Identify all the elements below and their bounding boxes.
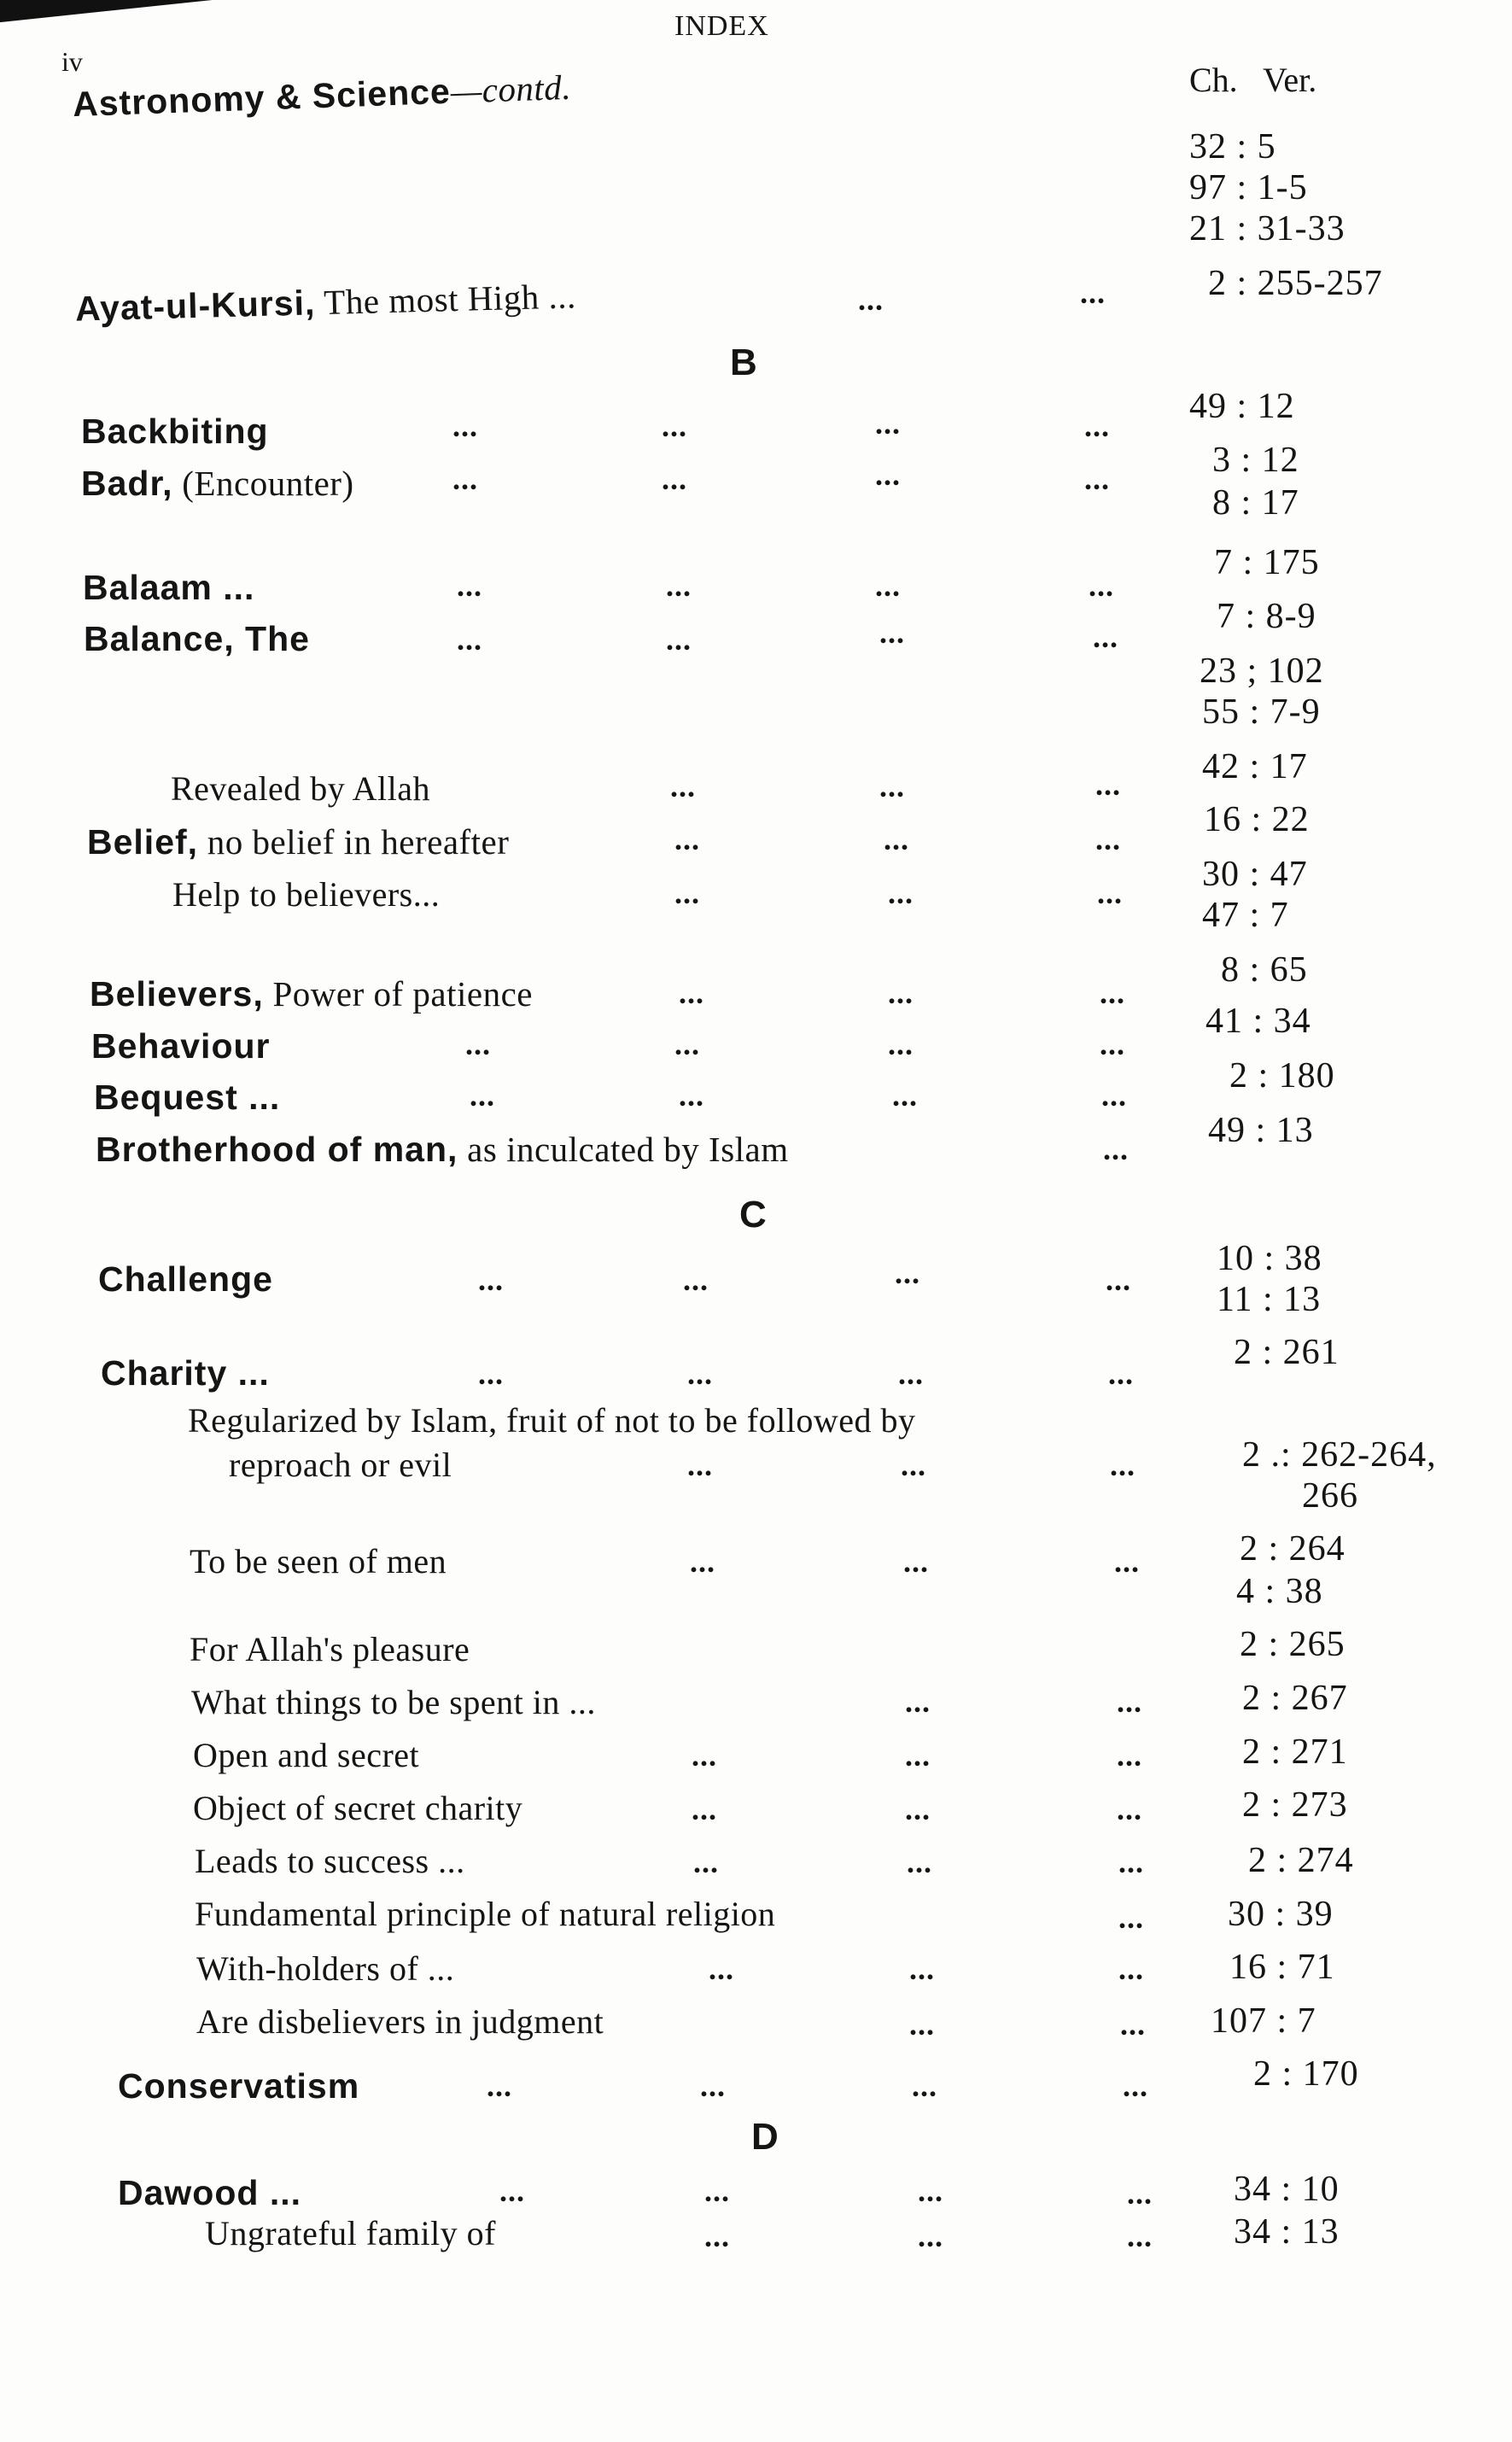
leader-dots: ...: [875, 569, 901, 603]
page-title: INDEX: [674, 10, 769, 42]
entry-subterm: For Allah's pleasure: [190, 1630, 470, 1668]
leader-dots: ...: [709, 1952, 734, 1986]
entry-term: [90, 973, 533, 1014]
reference: 2 : 274: [1248, 1841, 1354, 1880]
leader-dots: ...: [692, 1738, 717, 1773]
entry-term: [72, 67, 571, 125]
entry-subterm-continued: reproach or evil: [229, 1446, 452, 1484]
entry-subterm: What things to be spent in ...: [191, 1683, 596, 1721]
entry-term: Bequest ...: [94, 1078, 281, 1117]
term-text: Badr,: [81, 464, 173, 503]
leader-dots: ...: [1100, 976, 1125, 1010]
leader-dots: ...: [1117, 1685, 1142, 1719]
leader-dots: ...: [858, 283, 884, 317]
reference: 97 : 1-5: [1189, 168, 1308, 207]
entry-term: Challenge: [98, 1259, 273, 1299]
reference: 16 : 22: [1204, 800, 1310, 839]
reference: 2 : 261: [1234, 1333, 1340, 1372]
reference: 41 : 34: [1206, 1002, 1311, 1041]
leader-dots: ...: [1103, 1132, 1129, 1166]
entry-term: Conservatism: [118, 2066, 360, 2106]
leader-dots: ...: [704, 2219, 730, 2253]
reference: 10 : 38: [1217, 1239, 1322, 1278]
reference: 2 : 267: [1242, 1679, 1348, 1718]
entry-term: Behaviour: [91, 1026, 271, 1066]
entry-term: Balance, The: [84, 619, 310, 658]
leader-dots: ...: [452, 409, 478, 443]
reference: 42 : 17: [1202, 747, 1308, 786]
leader-dots: ...: [457, 569, 482, 603]
reference: 8 : 17: [1212, 483, 1299, 523]
term-suffix: —contd.: [449, 67, 572, 111]
leader-dots: ...: [679, 1078, 704, 1113]
leader-dots: ...: [1123, 2069, 1148, 2103]
leader-dots: ...: [888, 876, 914, 910]
leader-dots: ...: [888, 976, 914, 1010]
reference: 30 : 47: [1202, 855, 1308, 894]
term-desc: as inculcated by Islam: [458, 1130, 789, 1169]
entry-subterm: Regularized by Islam, fruit of not to be followed by: [188, 1401, 916, 1440]
reference: 23 ; 102: [1200, 651, 1324, 691]
reference: 11 : 13: [1217, 1280, 1322, 1319]
entry-subterm: Are disbelievers in judgment: [196, 2002, 604, 2041]
leader-dots: ...: [674, 1027, 700, 1061]
entry-subterm: Revealed by Allah: [171, 769, 430, 808]
reference: 7 : 8-9: [1217, 597, 1316, 636]
leader-dots: ...: [1108, 1357, 1134, 1391]
leader-dots: ...: [662, 462, 687, 496]
leader-dots: ...: [700, 2069, 726, 2103]
leader-dots: ...: [1118, 1845, 1144, 1879]
reference: 7 : 175: [1214, 543, 1320, 582]
leader-dots: ...: [895, 1256, 920, 1290]
reference: 34 : 10: [1234, 2170, 1340, 2209]
entry-subterm: Ungrateful family of: [205, 2214, 496, 2252]
leader-dots: ...: [1114, 1545, 1140, 1579]
leader-dots: ...: [487, 2069, 512, 2103]
entry-term: [74, 275, 576, 329]
leader-dots: ...: [1117, 1738, 1142, 1773]
entry-term: Backbiting: [81, 412, 269, 451]
reference: 16 : 71: [1229, 1948, 1335, 1987]
leader-dots: ...: [674, 822, 700, 856]
leader-dots: ...: [905, 1738, 931, 1773]
entry-subterm: Open and secret: [193, 1736, 420, 1774]
leader-dots: ...: [679, 976, 704, 1010]
reference: 3 : 12: [1212, 441, 1299, 480]
leader-dots: ...: [1101, 1078, 1127, 1113]
column-header: Ch. Ver.: [1189, 61, 1317, 99]
leader-dots: ...: [478, 1357, 504, 1391]
leader-dots: ...: [875, 458, 901, 492]
leader-dots: ...: [499, 2174, 525, 2208]
leader-dots: ...: [687, 1448, 713, 1482]
leader-dots: ...: [1084, 409, 1110, 443]
entry-subterm: Object of secret charity: [193, 1789, 523, 1827]
term-desc: (Encounter): [172, 464, 354, 503]
leader-dots: ...: [1127, 2176, 1153, 2211]
entry-subterm: To be seen of men: [190, 1542, 447, 1580]
leader-dots: ...: [909, 2007, 935, 2042]
term-text: Believers,: [90, 974, 264, 1014]
term-text: Belief,: [87, 822, 199, 862]
leader-dots: ...: [1100, 1027, 1125, 1061]
term-text: Brotherhood of man,: [96, 1130, 458, 1169]
leader-dots: ...: [465, 1027, 491, 1061]
leader-dots: ...: [662, 409, 687, 443]
term-desc: Power of patience: [263, 974, 533, 1014]
reference: 32 : 5: [1189, 127, 1276, 166]
leader-dots: ...: [907, 1845, 932, 1879]
leader-dots: ...: [1110, 1448, 1135, 1482]
leader-dots: ...: [892, 1078, 918, 1113]
leader-dots: ...: [905, 1685, 931, 1719]
reference: 266: [1302, 1476, 1358, 1516]
entry-term: Dawood ...: [118, 2173, 301, 2212]
reference: 49 : 13: [1208, 1111, 1314, 1150]
section-letter-d: D: [751, 2116, 779, 2158]
leader-dots: ...: [704, 2174, 730, 2208]
leader-dots: ...: [1095, 822, 1121, 856]
leader-dots: ...: [670, 769, 696, 803]
leader-dots: ...: [674, 876, 700, 910]
leader-dots: ...: [683, 1263, 709, 1297]
term-desc: no belief in hereafter: [198, 822, 510, 862]
leader-dots: ...: [457, 622, 482, 657]
reference: 2 : 180: [1229, 1056, 1335, 1095]
reference: 2 : 271: [1242, 1732, 1348, 1772]
reference: 2 : 273: [1242, 1785, 1348, 1825]
leader-dots: ...: [884, 822, 909, 856]
reference: 49 : 12: [1189, 387, 1295, 426]
reference: 8 : 65: [1221, 950, 1308, 990]
entry-term: [96, 1129, 789, 1170]
leader-dots: ...: [1080, 276, 1106, 310]
leader-dots: ...: [1127, 2219, 1153, 2253]
leader-dots: ...: [452, 462, 478, 496]
entry-term: [81, 463, 354, 504]
leader-dots: ...: [693, 1845, 719, 1879]
leader-dots: ...: [478, 1263, 504, 1297]
leader-dots: ...: [875, 406, 901, 441]
leader-dots: ...: [888, 1027, 914, 1061]
leader-dots: ...: [1106, 1263, 1131, 1297]
reference: 47 : 7: [1202, 896, 1289, 935]
page-number: iv: [61, 46, 83, 77]
entry-subterm: Help to believers...: [172, 875, 441, 914]
leader-dots: ...: [1117, 1792, 1142, 1826]
leader-dots: ...: [903, 1545, 929, 1579]
leader-dots: ...: [912, 2069, 937, 2103]
leader-dots: ...: [470, 1078, 495, 1113]
entry-subterm: Fundamental principle of natural religion: [195, 1895, 776, 1933]
leader-dots: ...: [905, 1792, 931, 1826]
reference: 21 : 31-33: [1189, 209, 1346, 248]
reference: 4 : 38: [1236, 1572, 1323, 1611]
entry-subterm: Leads to success ...: [195, 1842, 465, 1880]
leader-dots: ...: [692, 1792, 717, 1826]
entry-term: Charity ...: [101, 1353, 270, 1393]
scan-shadow: [0, 0, 243, 26]
reference: 2 : 265: [1240, 1625, 1346, 1664]
leader-dots: ...: [1084, 462, 1110, 496]
leader-dots: ...: [909, 1952, 935, 1986]
term-text: Astronomy & Science: [72, 71, 452, 125]
entry-term: [87, 821, 509, 862]
leader-dots: ...: [1097, 876, 1123, 910]
reference: 2 : 255-257: [1208, 264, 1383, 303]
leader-dots: ...: [1120, 2007, 1146, 2042]
reference: 2 .: 262-264,: [1242, 1435, 1437, 1475]
leader-dots: ...: [879, 769, 905, 803]
reference: 2 : 264: [1240, 1529, 1346, 1569]
leader-dots: ...: [901, 1448, 926, 1482]
reference: 34 : 13: [1234, 2212, 1340, 2252]
term-desc: The most High ...: [314, 276, 577, 323]
leader-dots: ...: [1118, 1952, 1144, 1986]
entry-term: Balaam ...: [83, 568, 255, 607]
leader-dots: ...: [1089, 569, 1114, 603]
leader-dots: ...: [1095, 768, 1121, 802]
reference: 55 : 7-9: [1202, 692, 1321, 732]
leader-dots: ...: [879, 616, 905, 650]
section-letter-b: B: [730, 342, 757, 383]
leader-dots: ...: [1093, 620, 1118, 654]
leader-dots: ...: [687, 1357, 713, 1391]
leader-dots: ...: [898, 1357, 924, 1391]
leader-dots: ...: [1118, 1901, 1144, 1935]
term-text: Ayat-ul-Kursi,: [74, 283, 316, 329]
section-letter-c: C: [739, 1194, 767, 1236]
reference: 30 : 39: [1228, 1895, 1334, 1934]
leader-dots: ...: [690, 1545, 715, 1579]
reference: 107 : 7: [1211, 2001, 1316, 2041]
leader-dots: ...: [666, 569, 692, 603]
leader-dots: ...: [918, 2174, 943, 2208]
leader-dots: ...: [918, 2219, 943, 2253]
entry-subterm: With-holders of ...: [196, 1949, 455, 1988]
leader-dots: ...: [666, 622, 692, 657]
reference: 2 : 170: [1253, 2054, 1359, 2094]
